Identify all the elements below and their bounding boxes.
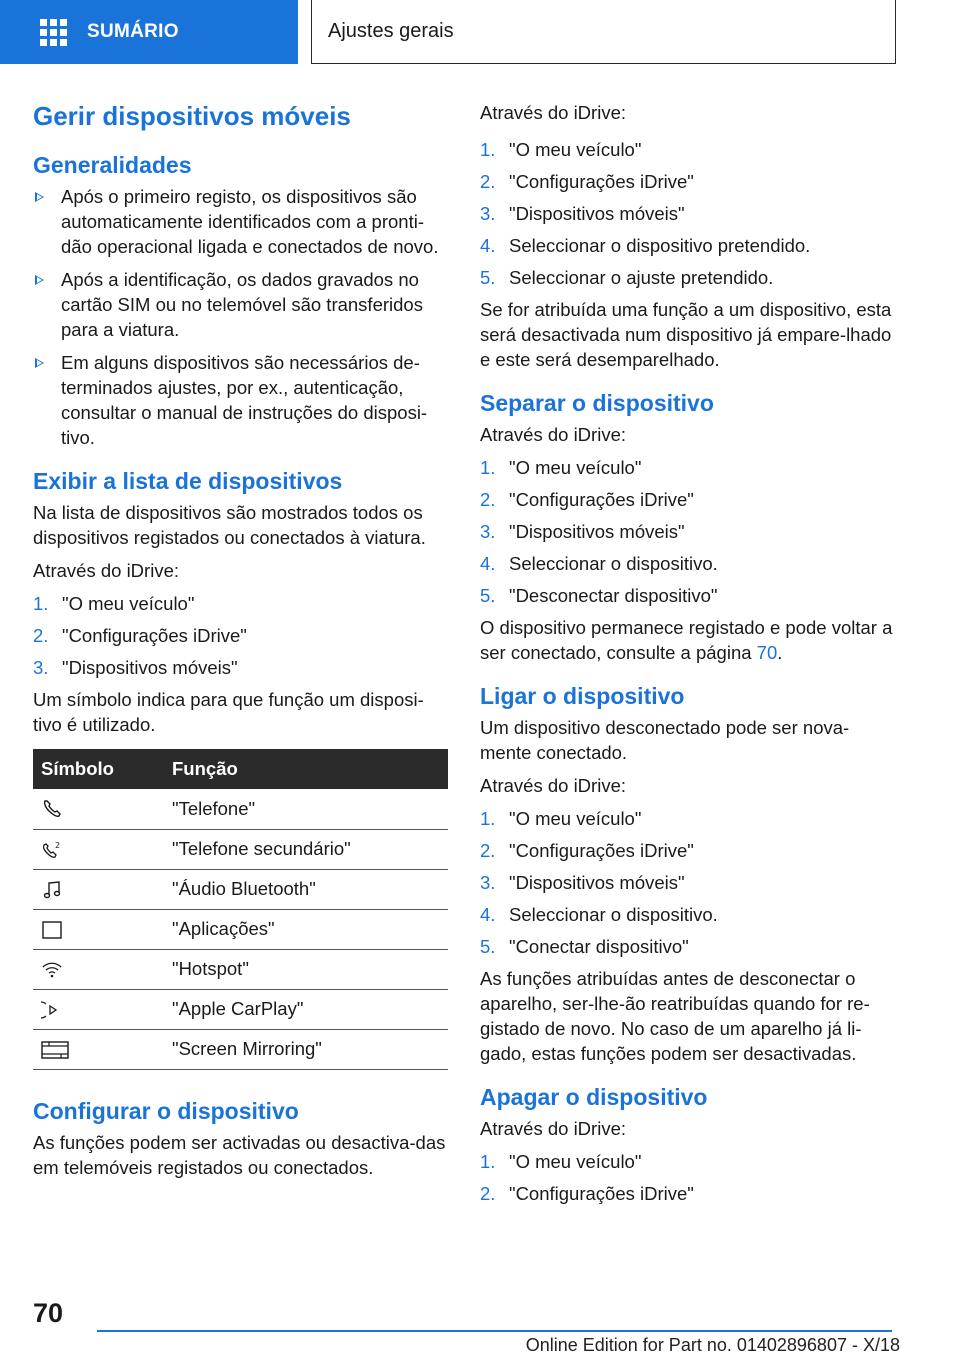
table-row [33, 949, 448, 989]
left-column [33, 100, 448, 1188]
idrive-intro: Através do iDrive: [480, 424, 626, 445]
step-item: 2. "Configurações iDrive" [480, 1183, 694, 1204]
step-item: 4. Seleccionar o dispositivo. [480, 904, 718, 925]
page-link[interactable]: 70 [756, 642, 778, 663]
table-cell-function: "Hotspot" [164, 949, 448, 989]
general-bullet-list [33, 184, 448, 450]
idrive-intro: Através do iDrive: [480, 775, 626, 796]
step-item: 2. "Configurações iDrive" [33, 625, 247, 646]
step-item: 3. "Dispositivos móveis" [480, 203, 685, 224]
table-cell-function: "Aplicações" [164, 909, 448, 949]
step-item: 3. "Dispositivos móveis" [480, 521, 685, 542]
table-cell-function: "Telefone" [164, 789, 448, 829]
triangle-bullet-icon [35, 358, 44, 368]
music-note-icon [41, 879, 63, 901]
section-title: Ajustes gerais [311, 0, 896, 64]
idrive-intro: Através do iDrive: [480, 1118, 626, 1139]
step-item: 4. Seleccionar o dispositivo. [480, 553, 718, 574]
step-item: 1. "O meu veículo" [480, 1151, 642, 1172]
summary-button[interactable] [0, 0, 298, 64]
paragraph: O dispositivo permanece registado e pode voltar a ser conectado, consulte a página 70. [480, 617, 893, 663]
step-item: 5. Seleccionar o ajuste pretendido. [480, 267, 774, 288]
step-item: 1. "O meu veículo" [480, 139, 642, 160]
summary-label: SUMÁRIO [87, 21, 179, 42]
paragraph: Um símbolo indica para que função um disposi-tivo é utilizado. [33, 689, 424, 735]
table-row [33, 789, 448, 829]
screen-mirroring-icon [41, 1039, 69, 1061]
step-item: 2. "Configurações iDrive" [480, 840, 694, 861]
step-item: 3. "Dispositivos móveis" [480, 872, 685, 893]
step-item: 1. "O meu veículo" [480, 457, 642, 478]
step-item: 1. "O meu veículo" [33, 593, 195, 614]
page-title: Gerir dispositivos móveis [33, 101, 351, 131]
table-row [33, 1029, 448, 1069]
bullet-item: Após o primeiro registo, os dispositivos são automaticamente identificados com a pronti-dão operacional ligada e conectados de novo. [33, 184, 448, 259]
table-row [33, 829, 448, 869]
heading-delete: Apagar o dispositivo [480, 1084, 708, 1110]
table-cell-function: "Screen Mirroring" [164, 1029, 448, 1069]
triangle-bullet-icon [35, 275, 44, 285]
heading-general: Generalidades [33, 152, 192, 178]
footer-edition: Online Edition for Part no. 01402896807 - X/18 [525, 1335, 900, 1355]
steps-list [480, 1149, 895, 1206]
step-item: 5. "Conectar dispositivo" [480, 936, 689, 957]
footer-divider [97, 1330, 892, 1332]
triangle-bullet-icon [35, 192, 44, 202]
table-cell-function: "Áudio Bluetooth" [164, 869, 448, 909]
step-item: 5. "Desconectar dispositivo" [480, 585, 718, 606]
table-cell-function: "Apple CarPlay" [164, 989, 448, 1029]
step-item: 2. "Configurações iDrive" [480, 489, 694, 510]
paragraph: As funções podem ser activadas ou desactiva-das em telemóveis registados ou conectados. [33, 1131, 446, 1178]
svg-text:2: 2 [55, 840, 61, 850]
heading-disconnect: Separar o dispositivo [480, 390, 714, 416]
bullet-item: Após a identificação, os dados gravados no cartão SIM ou no telemóvel são transferidos para a viatura. [33, 267, 448, 342]
steps-list [480, 806, 895, 959]
table-row [33, 989, 448, 1029]
heading-connect: Ligar o dispositivo [480, 683, 685, 709]
step-item: 1. "O meu veículo" [480, 808, 642, 829]
heading-show-list: Exibir a lista de dispositivos [33, 468, 343, 494]
bullet-item: Em alguns dispositivos são necessários de-terminados ajustes, por ex., autenticação, consultar o manual de instruções do disposi-tivo. [33, 350, 448, 450]
table-cell-function: "Telefone secundário" [164, 829, 448, 869]
heading-configure: Configurar o dispositivo [33, 1097, 299, 1124]
paragraph: Na lista de dispositivos são mostrados todos os dispositivos registados ou conectados à viatura. [33, 502, 426, 548]
table-row [33, 869, 448, 909]
steps-list [480, 455, 895, 608]
step-item: 3. "Dispositivos móveis" [33, 657, 238, 678]
phone-icon [41, 798, 63, 820]
paragraph: Um dispositivo desconectado pode ser nova-mente conectado. [480, 717, 850, 763]
steps-list [33, 591, 448, 680]
paragraph: As funções atribuídas antes de desconectar o aparelho, ser-lhe-ão reatribuídas quando for re-gistado de novo. No caso de um aparelho já li-gado, estas funções podem ser desactivadas. [480, 968, 870, 1064]
table-row [33, 909, 448, 949]
apps-square-icon [41, 919, 63, 941]
wifi-hotspot-icon [41, 959, 63, 981]
table-header-function: Função [164, 749, 448, 789]
step-item: 4. Seleccionar o dispositivo pretendido. [480, 235, 811, 256]
table-header-symbol: Símbolo [33, 749, 164, 789]
secondary-phone-icon [41, 839, 63, 861]
steps-list [480, 137, 895, 290]
step-item: 2. "Configurações iDrive" [480, 171, 694, 192]
carplay-icon [41, 999, 63, 1021]
right-column [480, 100, 895, 1213]
idrive-intro: Através do iDrive: [33, 560, 179, 581]
grid-menu-icon [40, 19, 67, 46]
paragraph: Se for atribuída uma função a um dispositivo, esta será desactivada num dispositivo já empare-lhado e este será desemparelhado. [480, 299, 892, 370]
idrive-intro: Através do iDrive: [480, 102, 626, 123]
symbol-table [33, 749, 448, 1070]
page-number: 70 [33, 1298, 64, 1328]
